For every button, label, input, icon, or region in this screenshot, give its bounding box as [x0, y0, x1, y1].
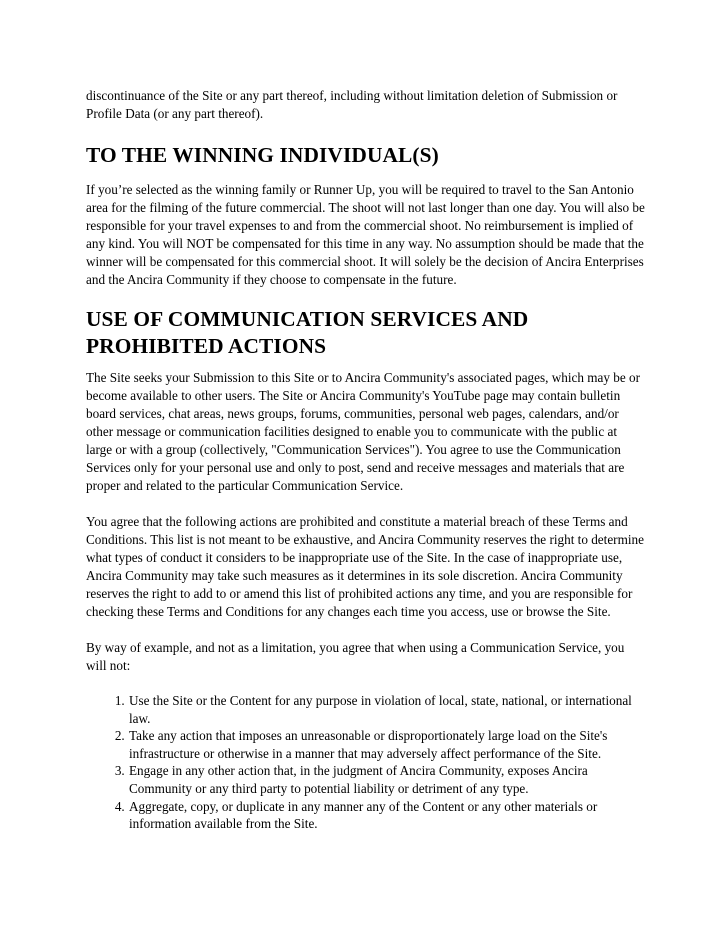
example-intro-paragraph: By way of example, and not as a limitation, you agree that when using a Communication Service, you will not:: [86, 640, 625, 673]
prohibited-actions-paragraph: You agree that the following actions are prohibited and constitute a material breach of these Terms and Conditions. This list is not meant to be exhaustive, and Ancira Community reserves the right to determine what types of conduct it considers to be inappropriate use of the Site. In the case of inappropriate use, Ancira Community may take such measures as it determines in its sole discretion. Ancira Community reserves the right to add to or amend this list of prohibited actions any time, and you are responsible for checking these Terms and Conditions for any changes each time you access, use or browse the Site.: [86, 514, 644, 619]
document-page: [86, 87, 646, 833]
section-heading-communication-services: USE OF COMMUNICATION SERVICES AND PROHIBITED ACTIONS: [86, 307, 529, 358]
intro-paragraph: discontinuance of the Site or any part thereof, including without limitation deletion of Submission or Profile Data (or any part thereof).: [86, 88, 618, 121]
list-item: 3. Engage in any other action that, in the judgment of Ancira Community, exposes Ancira Community or any third party to potential liability or detriment of any type.: [128, 762, 646, 797]
winning-individuals-paragraph: If you’re selected as the winning family or Runner Up, you will be required to travel to the San Antonio area for the filming of the future commercial. The shoot will not last longer than one day. You will also be responsible for your travel expenses to and from the commercial shoot. No reimbursement is implied of any kind. You will NOT be compensated for this time in any way. No assumption should be made that the winner will be compensated for this commercial shoot. It will solely be the decision of Ancira Enterprises and the Ancira Community if they choose to compensate in the future.: [86, 182, 645, 287]
communication-services-paragraph: The Site seeks your Submission to this Site or to Ancira Community's associated pages, which may be or become available to other users. The Site or Ancira Community's YouTube page may contain bulletin board services, chat areas, news groups, forums, communities, personal web pages, calendars, and/or other message or communication facilities designed to enable you to communicate with the public at large or with a group (collectively, "Communication Services"). You agree to use the Communication Services only for your personal use and only to post, send and receive messages and materials that are proper and related to the particular Communication Service.: [86, 370, 640, 493]
list-item: 4. Aggregate, copy, or duplicate in any manner any of the Content or any other materials or information available from the Site.: [128, 798, 646, 833]
list-item: 2. Take any action that imposes an unreasonable or disproportionately large load on the Site's infrastructure or otherwise in a manner that may adversely affect performance of the Site.: [128, 727, 646, 762]
section-heading-winning-individuals: TO THE WINNING INDIVIDUAL(S): [86, 143, 439, 167]
list-item: 1. Use the Site or the Content for any purpose in violation of local, state, national, or international law.: [128, 692, 646, 727]
prohibited-actions-list: [86, 692, 646, 833]
